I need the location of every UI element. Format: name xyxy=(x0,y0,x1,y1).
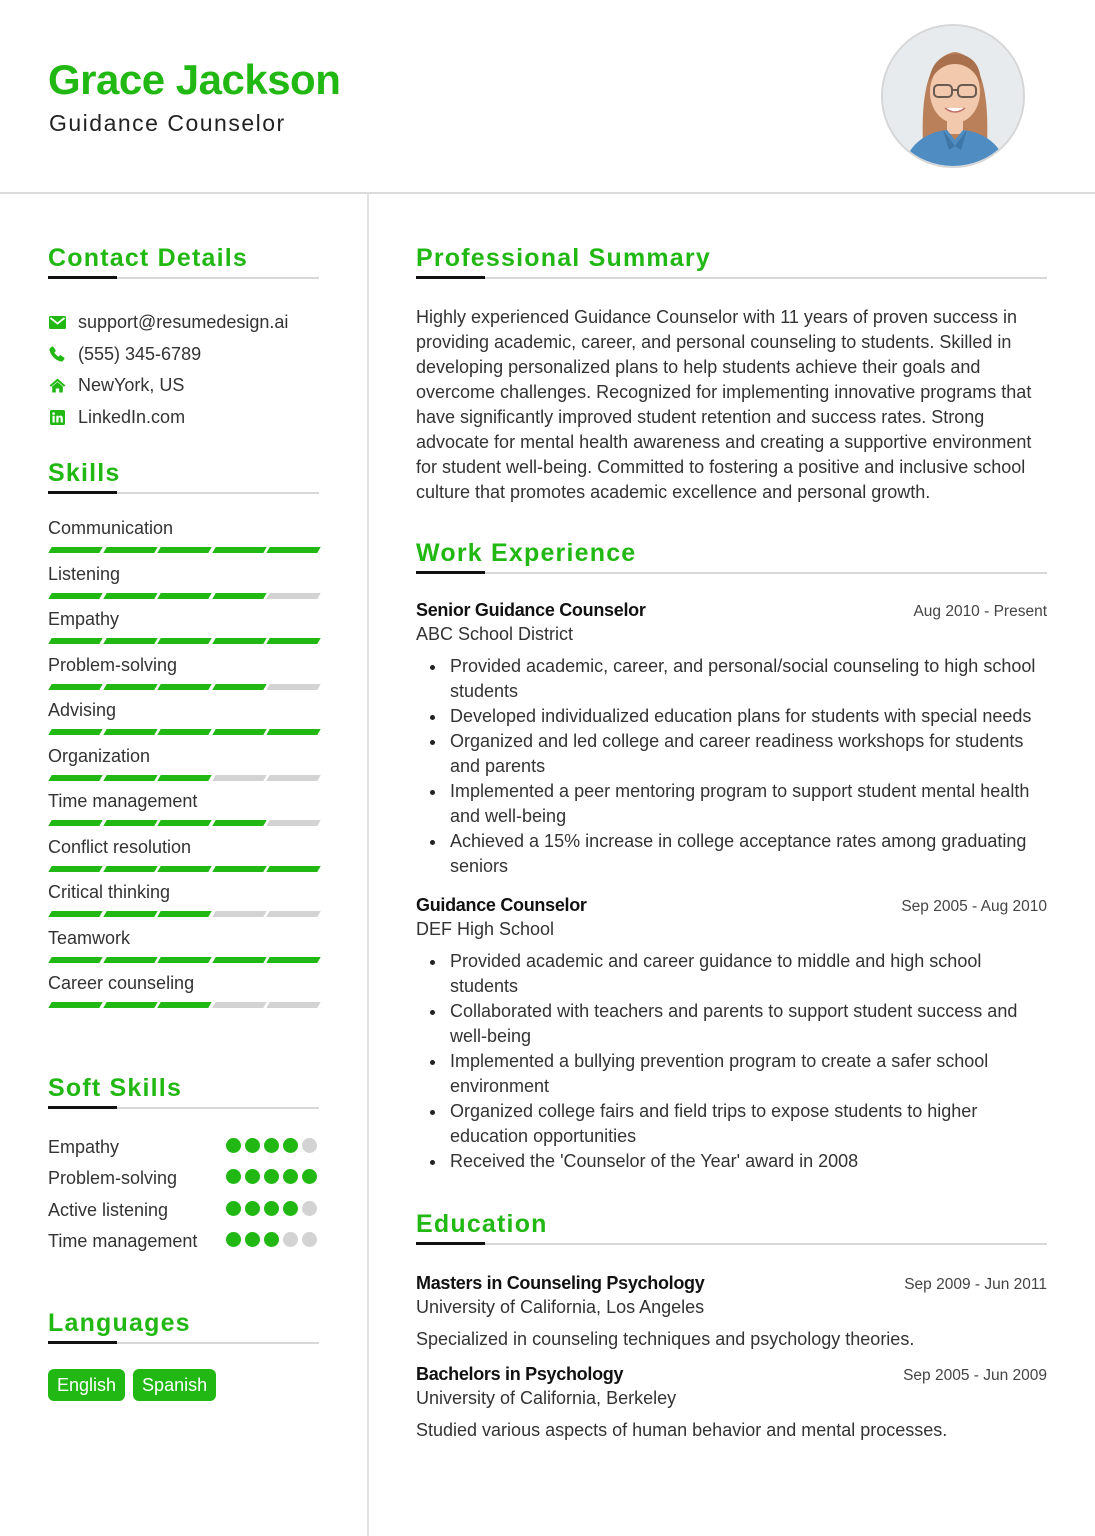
skill-level-segment xyxy=(212,684,266,690)
skill-item xyxy=(48,835,319,881)
skill-level-segment xyxy=(212,547,266,553)
skill-level-segment xyxy=(157,1002,211,1008)
section-title-languages: Languages xyxy=(48,1308,191,1337)
skill-level-segment xyxy=(212,911,266,917)
skill-name: Time management xyxy=(48,791,198,811)
section-divider xyxy=(48,1342,319,1344)
summary-text: Highly experienced Guidance Counselor with 11 years of proven success in providing academic, career, and personal counseling to students. Skilled in developing personalized plans to help students achieve their goals and overcome challenges. Recognized for implementing innovative programs that have significantly improved student retention and success rates. Strong advocate for mental health awareness and creating a supportive environment for student well-being. Committed to fostering a positive and inclusive school culture that promotes academic excellence and personal growth. xyxy=(416,307,1032,502)
skill-level-segment xyxy=(157,775,211,781)
skill-level-bar xyxy=(48,593,319,599)
rating-dot-icon xyxy=(302,1232,317,1247)
candidate-name: Grace Jackson xyxy=(48,56,341,103)
section-divider xyxy=(48,492,319,494)
skill-name: Listening xyxy=(48,563,121,584)
summary-section xyxy=(416,240,1047,505)
soft-skill-rating xyxy=(226,1138,317,1153)
job-dates: Aug 2010 - Present xyxy=(913,603,1047,620)
job-organization: DEF High School xyxy=(416,919,555,939)
skill-level-segment xyxy=(267,547,321,553)
profile-photo xyxy=(881,24,1025,168)
rating-dot-icon xyxy=(283,1201,298,1216)
soft-skill-rating xyxy=(226,1169,317,1184)
job-bullet: Developed individualized education plans for students with special needs xyxy=(450,704,1047,729)
contact-location-text: NewYork, US xyxy=(78,375,185,396)
skill-level-segment xyxy=(157,911,211,917)
rating-dot-icon xyxy=(226,1169,241,1184)
soft-skill-name: Empathy xyxy=(48,1136,120,1157)
soft-skill-name: Active listening xyxy=(48,1199,169,1220)
skill-item xyxy=(48,744,319,790)
section-divider xyxy=(48,277,319,279)
skill-level-segment xyxy=(48,547,102,553)
job-entry xyxy=(416,893,1047,1174)
rating-dot-icon xyxy=(226,1201,241,1216)
skill-level-segment xyxy=(103,1002,157,1008)
skill-level-segment xyxy=(157,638,211,644)
skill-level-segment xyxy=(212,1002,266,1008)
skill-level-segment xyxy=(48,957,102,963)
candidate-title: Guidance Counselor xyxy=(49,110,286,136)
soft-skills-section xyxy=(48,1070,319,1261)
skill-item xyxy=(48,698,319,744)
soft-skill-item xyxy=(48,1135,319,1167)
skill-level-bar xyxy=(48,638,319,644)
skill-name: Problem-solving xyxy=(48,654,178,675)
education-description: Specialized in counseling techniques and psychology theories. xyxy=(416,1329,915,1349)
soft-skill-rating xyxy=(226,1201,317,1216)
job-role: Senior Guidance Counselor xyxy=(416,600,646,620)
skill-level-bar xyxy=(48,911,319,917)
column-divider xyxy=(367,194,369,1536)
job-role: Guidance Counselor xyxy=(416,895,587,915)
skill-level-segment xyxy=(103,547,157,553)
skill-level-segment xyxy=(48,684,102,690)
soft-skill-name: Problem-solving xyxy=(48,1168,178,1188)
home-icon xyxy=(48,377,66,395)
skill-level-segment xyxy=(48,866,102,872)
main-content xyxy=(416,240,1047,1442)
education-degree: Bachelors in Psychology xyxy=(416,1364,624,1384)
rating-dot-icon xyxy=(283,1232,298,1247)
rating-dot-icon xyxy=(302,1138,317,1153)
skill-level-segment xyxy=(157,957,211,963)
soft-skill-item xyxy=(48,1229,319,1261)
skill-item xyxy=(48,653,319,699)
rating-dot-icon xyxy=(245,1169,260,1184)
section-title-skills: Skills xyxy=(48,459,121,487)
education-school: University of California, Berkeley xyxy=(416,1388,677,1408)
sidebar xyxy=(48,240,319,1401)
skill-level-segment xyxy=(267,775,321,781)
skill-name: Conflict resolution xyxy=(48,836,192,857)
linkedin-icon xyxy=(48,408,66,426)
rating-dot-icon xyxy=(264,1201,279,1216)
education-degree: Masters in Counseling Psychology xyxy=(416,1273,705,1293)
section-title-education: Education xyxy=(416,1210,548,1238)
language-chip: English xyxy=(48,1369,125,1401)
soft-skills-list xyxy=(48,1135,319,1261)
section-title-experience: Work Experience xyxy=(416,539,637,567)
skill-item xyxy=(48,516,319,562)
skill-name: Communication xyxy=(48,518,174,538)
contact-phone-text: (555) 345-6789 xyxy=(78,343,202,364)
section-divider xyxy=(416,572,1047,574)
section-title-contact: Contact Details xyxy=(48,244,248,272)
job-bullet: Provided academic and career guidance to middle and high school students xyxy=(450,949,1047,999)
skill-item xyxy=(48,789,319,835)
language-chip: Spanish xyxy=(133,1369,216,1401)
contact-location xyxy=(48,370,319,402)
job-bullet: Implemented a bullying prevention program to create a safer school environment xyxy=(450,1049,1047,1099)
job-bullet: Achieved a 15% increase in college acceptance rates among graduating seniors xyxy=(450,829,1047,879)
education-entry xyxy=(416,1271,1047,1351)
contact-section xyxy=(48,240,319,433)
rating-dot-icon xyxy=(283,1169,298,1184)
job-dates: Sep 2005 - Aug 2010 xyxy=(901,898,1047,915)
skill-level-bar xyxy=(48,729,319,735)
job-bullet: Implemented a peer mentoring program to support student mental health and well-being xyxy=(450,779,1047,829)
skill-level-segment xyxy=(267,866,321,872)
skill-level-segment xyxy=(267,957,321,963)
languages-list xyxy=(48,1369,319,1401)
skill-level-segment xyxy=(48,911,102,917)
skill-item xyxy=(48,926,319,972)
skill-level-segment xyxy=(267,638,321,644)
skill-level-segment xyxy=(267,684,321,690)
soft-skill-item xyxy=(48,1166,319,1198)
skill-level-bar xyxy=(48,820,319,826)
skill-level-segment xyxy=(103,684,157,690)
job-bullet: Received the 'Counselor of the Year' award in 2008 xyxy=(450,1149,1047,1174)
skill-level-segment xyxy=(157,866,211,872)
contact-email[interactable] xyxy=(48,307,319,339)
skill-level-segment xyxy=(267,820,321,826)
skill-level-segment xyxy=(48,1002,102,1008)
section-divider xyxy=(48,1107,319,1109)
skill-level-bar xyxy=(48,684,319,690)
skills-section xyxy=(48,455,319,1017)
rating-dot-icon xyxy=(302,1169,317,1184)
rating-dot-icon xyxy=(245,1201,260,1216)
skill-item xyxy=(48,971,319,1017)
skill-name: Organization xyxy=(48,745,151,766)
skill-item xyxy=(48,880,319,926)
envelope-icon xyxy=(48,314,66,332)
skill-level-segment xyxy=(157,593,211,599)
skill-level-segment xyxy=(267,1002,321,1008)
avatar-illustration-icon xyxy=(883,26,1025,168)
skill-level-segment xyxy=(157,729,211,735)
rating-dot-icon xyxy=(264,1138,279,1153)
skill-level-segment xyxy=(103,957,157,963)
skill-level-segment xyxy=(157,547,211,553)
skill-name: Critical thinking xyxy=(48,882,171,902)
skill-name: Advising xyxy=(48,700,117,720)
skill-level-bar xyxy=(48,775,319,781)
phone-icon xyxy=(48,345,66,363)
rating-dot-icon xyxy=(264,1232,279,1247)
skill-level-segment xyxy=(48,638,102,644)
skill-level-segment xyxy=(48,593,102,599)
rating-dot-icon xyxy=(283,1138,298,1153)
section-title-soft-skills: Soft Skills xyxy=(48,1073,183,1102)
contact-email-text: support@resumedesign.ai xyxy=(78,312,289,333)
skill-level-segment xyxy=(212,866,266,872)
job-bullet: Organized and led college and career readiness workshops for students and parents xyxy=(450,729,1047,779)
education-school: University of California, Los Angeles xyxy=(416,1297,705,1317)
skill-level-segment xyxy=(48,729,102,735)
skill-level-segment xyxy=(267,593,321,599)
soft-skill-name: Time management xyxy=(48,1231,198,1251)
skill-level-segment xyxy=(48,820,102,826)
skill-level-segment xyxy=(103,820,157,826)
skill-name: Empathy xyxy=(48,609,120,629)
education-dates: Sep 2005 - Jun 2009 xyxy=(903,1367,1047,1384)
job-entry xyxy=(416,598,1047,879)
skill-level-segment xyxy=(103,866,157,872)
rating-dot-icon xyxy=(302,1201,317,1216)
skill-level-segment xyxy=(103,729,157,735)
rating-dot-icon xyxy=(226,1232,241,1247)
skills-list xyxy=(48,516,319,1017)
skill-level-bar xyxy=(48,866,319,872)
skill-item xyxy=(48,607,319,653)
skill-level-segment xyxy=(103,593,157,599)
section-title-summary: Professional Summary xyxy=(416,244,711,272)
skill-level-bar xyxy=(48,957,319,963)
skill-level-segment xyxy=(103,638,157,644)
education-dates: Sep 2009 - Jun 2011 xyxy=(904,1276,1047,1293)
education-description: Studied various aspects of human behavior and mental processes. xyxy=(416,1420,948,1440)
job-organization: ABC School District xyxy=(416,624,574,644)
rating-dot-icon xyxy=(245,1232,260,1247)
job-bullets xyxy=(416,654,1047,879)
skill-item xyxy=(48,562,319,608)
skill-level-segment xyxy=(267,911,321,917)
section-divider xyxy=(416,1243,1047,1245)
skill-name: Teamwork xyxy=(48,927,131,948)
skill-level-segment xyxy=(267,729,321,735)
experience-section xyxy=(416,535,1047,1174)
skill-level-segment xyxy=(157,820,211,826)
section-divider xyxy=(416,277,1047,279)
skill-level-segment xyxy=(212,775,266,781)
resume-header xyxy=(0,0,1095,194)
rating-dot-icon xyxy=(264,1169,279,1184)
skill-level-segment xyxy=(212,593,266,599)
skill-level-segment xyxy=(212,820,266,826)
job-bullet: Provided academic, career, and personal/social counseling to high school students xyxy=(450,654,1047,704)
education-entry xyxy=(416,1362,1047,1442)
contact-linkedin[interactable] xyxy=(48,402,319,434)
skill-level-segment xyxy=(103,911,157,917)
soft-skill-rating xyxy=(226,1232,317,1247)
skill-level-segment xyxy=(103,775,157,781)
contact-phone[interactable] xyxy=(48,339,319,371)
job-bullet: Organized college fairs and field trips to expose students to higher education opportunities xyxy=(450,1099,1047,1149)
contact-linkedin-text: LinkedIn.com xyxy=(78,406,186,427)
skill-level-segment xyxy=(157,684,211,690)
skill-level-segment xyxy=(48,775,102,781)
skill-name: Career counseling xyxy=(48,973,195,993)
rating-dot-icon xyxy=(245,1138,260,1153)
skill-level-bar xyxy=(48,1002,319,1008)
job-bullets xyxy=(416,949,1047,1174)
skill-level-bar xyxy=(48,547,319,553)
skill-level-segment xyxy=(212,638,266,644)
skill-level-segment xyxy=(212,957,266,963)
skill-level-segment xyxy=(212,729,266,735)
education-section xyxy=(416,1206,1047,1442)
job-bullet: Collaborated with teachers and parents to support student success and well-being xyxy=(450,999,1047,1049)
languages-section xyxy=(48,1305,319,1401)
soft-skill-item xyxy=(48,1198,319,1230)
rating-dot-icon xyxy=(226,1138,241,1153)
